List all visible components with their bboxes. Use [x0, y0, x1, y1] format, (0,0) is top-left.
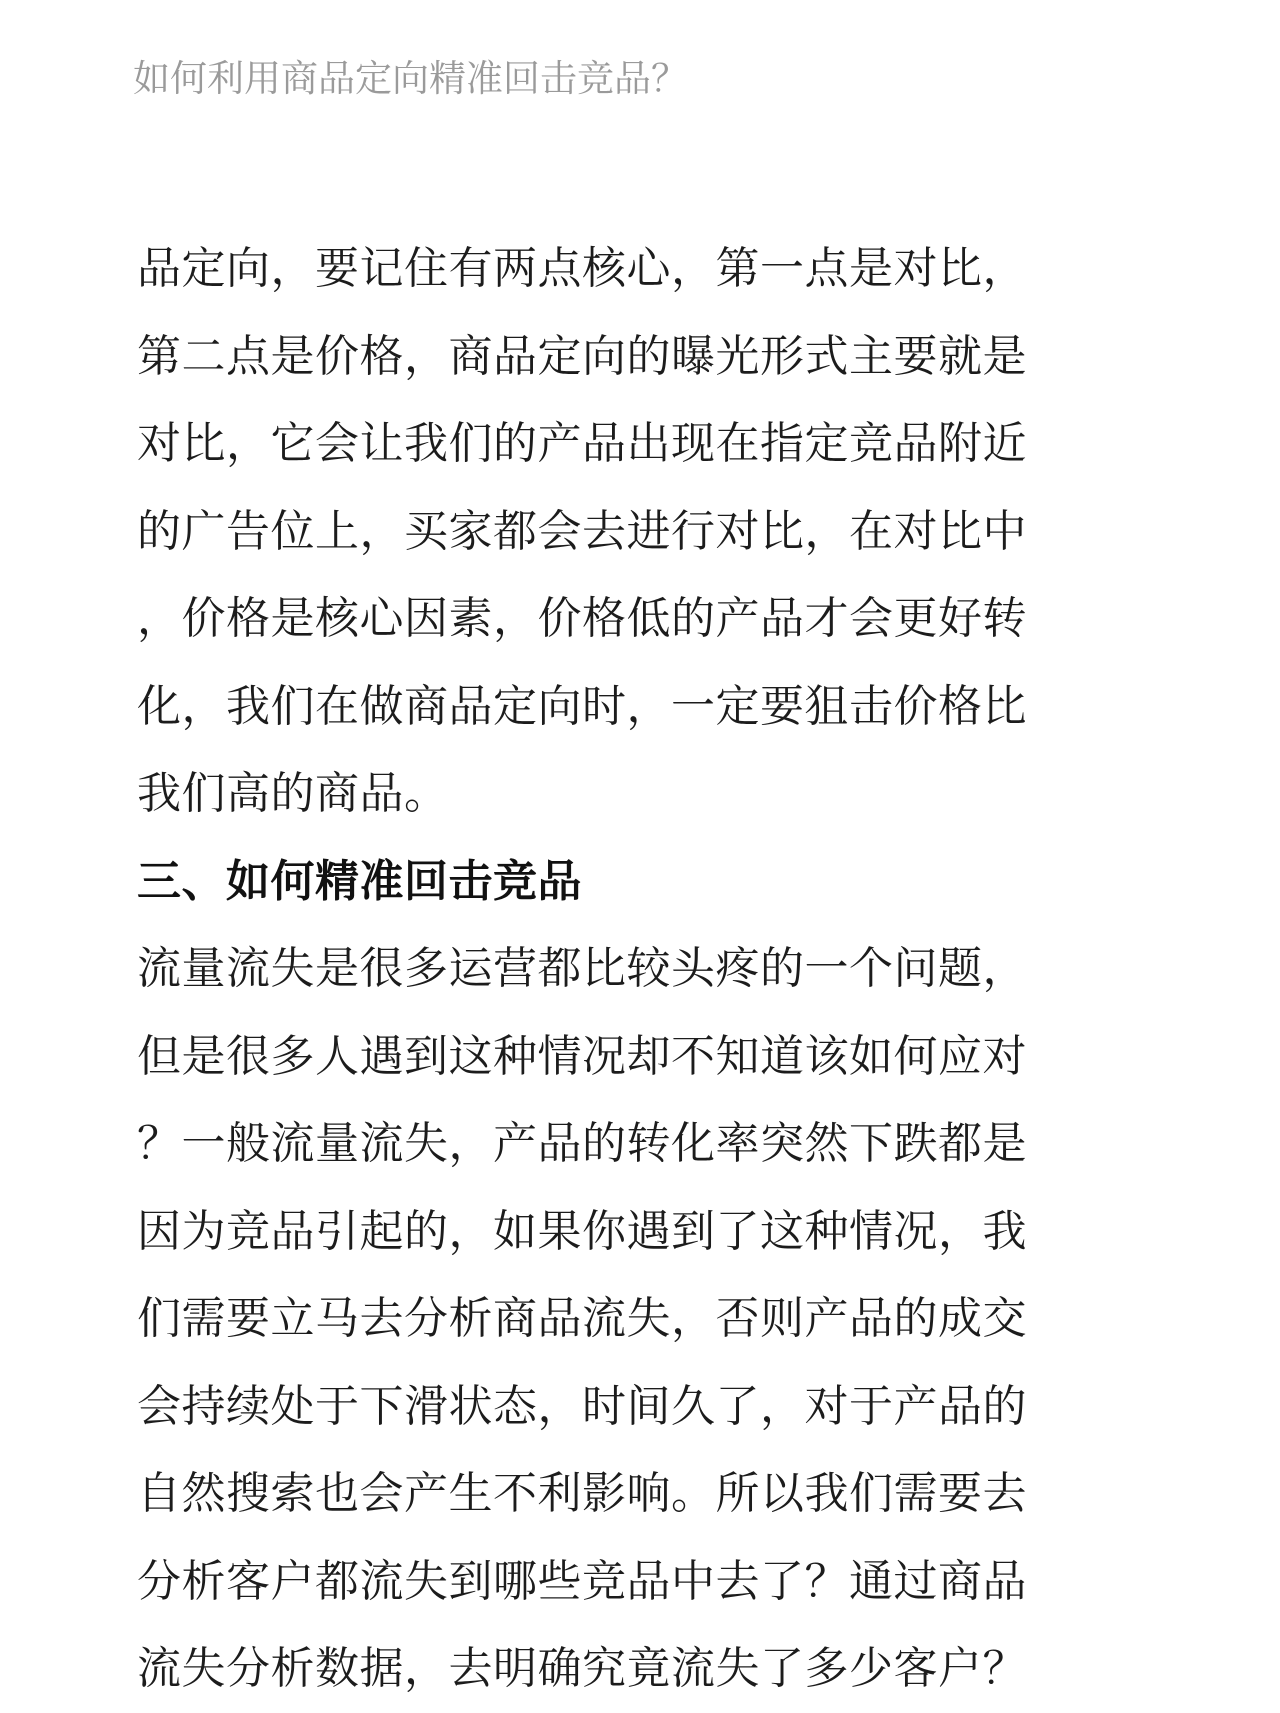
paragraph-line: 我们高的商品。 [137, 768, 449, 819]
paragraph-line: 流失分析数据，去明确究竟流失了多少客户？ [137, 1643, 1027, 1694]
paragraph-line: 分析客户都流失到哪些竞品中去了？通过商品 [137, 1555, 1027, 1607]
page-title: 如何利用商品定向精准回击竞品？ [133, 57, 688, 100]
section-heading: 三、如何精准回击竞品 [137, 855, 582, 907]
paragraph-line: 们需要立马去分析商品流失，否则产品的成交 [137, 1293, 1027, 1344]
article-body [137, 225, 1157, 1713]
paragraph-line: 品定向，要记住有两点核心，第一点是对比， [137, 243, 1027, 294]
paragraph-line: 会持续处于下滑状态，时间久了，对于产品的 [137, 1380, 1027, 1432]
paragraph-line: 自然搜索也会产生不利影响。所以我们需要去 [137, 1468, 1027, 1519]
paragraph-line: ，价格是核心因素，价格低的产品才会更好转 [137, 593, 1027, 644]
paragraph-line: 流量流失是很多运营都比较头疼的一个问题， [137, 943, 1027, 994]
paragraph-line: ？一般流量流失，产品的转化率突然下跌都是 [137, 1118, 1027, 1169]
paragraph-line: 但是很多人遇到这种情况却不知道该如何应对 [137, 1030, 1027, 1082]
paragraph-line: 化，我们在做商品定向时，一定要狙击价格比 [137, 680, 1027, 732]
paragraph-line: 第二点是价格，商品定向的曝光形式主要就是 [137, 330, 1027, 382]
paragraph-line: 因为竞品引起的，如果你遇到了这种情况，我 [137, 1205, 1027, 1257]
paragraph-line: 的广告位上，买家都会去进行对比，在对比中 [137, 505, 1027, 557]
paragraph-line: 对比，它会让我们的产品出现在指定竞品附近 [137, 418, 1027, 469]
